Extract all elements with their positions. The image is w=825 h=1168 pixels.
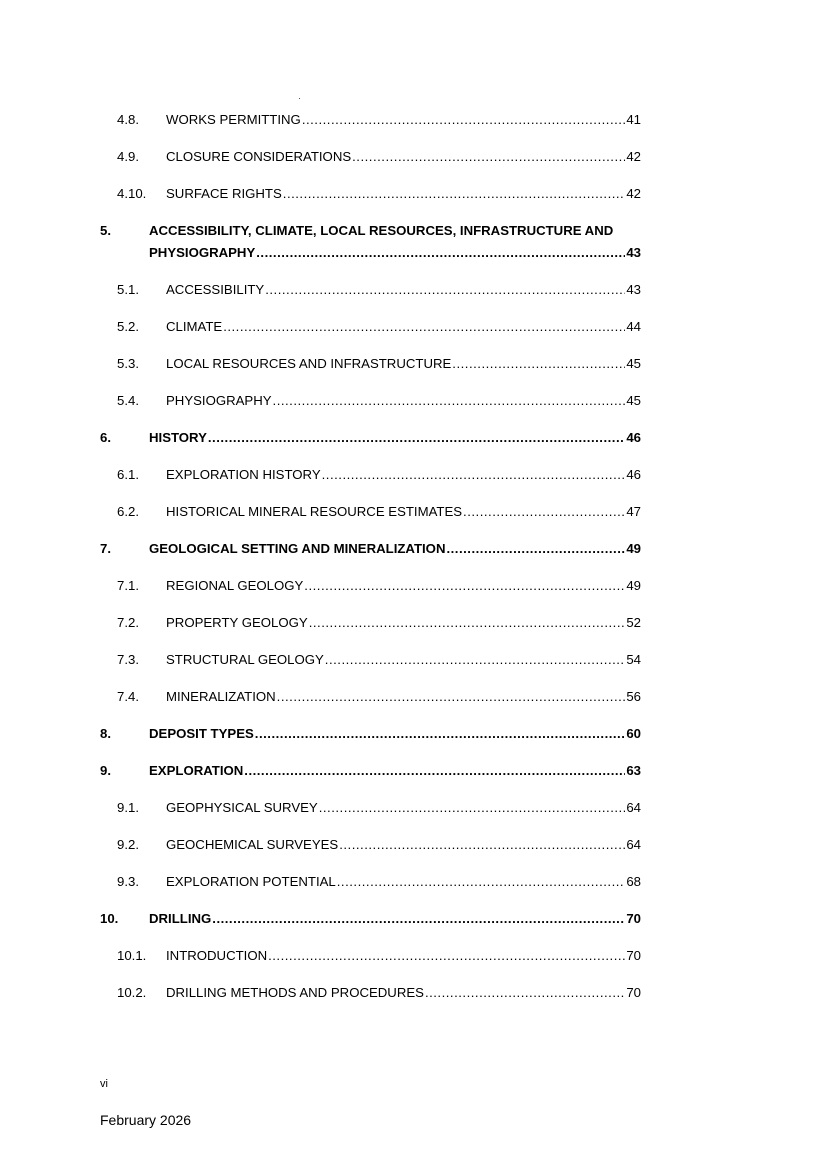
toc-leader-dots (463, 501, 625, 523)
toc-entry-number: 5.2. (117, 319, 139, 334)
toc-entry-number: 4.10. (117, 186, 147, 201)
toc-entry-title: WORKS PERMITTING (166, 112, 301, 127)
toc-entry-page: 43 (626, 282, 641, 297)
toc-leader-dots (309, 612, 626, 634)
toc-entry-page: 43 (626, 245, 641, 260)
toc-entry-title: EXPLORATION (149, 763, 244, 778)
toc-leader-dots (337, 871, 626, 893)
toc-entry-title: INTRODUCTION (166, 948, 268, 963)
table-of-contents (100, 109, 641, 1019)
toc-entry-title: MINERALIZATION (166, 689, 276, 704)
toc-entry-4-9[interactable] (100, 146, 641, 168)
toc-entry-page: 68 (626, 874, 641, 889)
toc-entry-page: 64 (626, 837, 641, 852)
toc-entry-6-1[interactable] (100, 464, 641, 486)
toc-entry-title: CLIMATE (166, 319, 223, 334)
toc-entry-title: PROPERTY GEOLOGY (166, 615, 308, 630)
toc-entry-title: ACCESSIBILITY (166, 282, 265, 297)
toc-entry-page: 49 (626, 541, 641, 556)
toc-entry-number: 5.3. (117, 356, 139, 371)
toc-entry-title: DRILLING (149, 911, 212, 926)
toc-entry-9-2[interactable] (100, 834, 641, 856)
toc-entry-number: 7.4. (117, 689, 139, 704)
toc-entry-number: 9.2. (117, 837, 139, 852)
toc-entry-page: 41 (626, 112, 641, 127)
toc-leader-dots (302, 109, 626, 131)
toc-entry-title: STRUCTURAL GEOLOGY (166, 652, 324, 667)
toc-entry-number: 8. (100, 726, 111, 741)
toc-leader-dots (322, 464, 626, 486)
toc-leader-dots (268, 945, 625, 967)
toc-entry-9-1[interactable] (100, 797, 641, 819)
toc-entry-title: HISTORICAL MINERAL RESOURCE ESTIMATES (166, 504, 463, 519)
toc-entry-page: 54 (626, 652, 641, 667)
toc-entry-5[interactable] (100, 220, 641, 264)
toc-entry-number: 4.8. (117, 112, 139, 127)
toc-leader-dots (325, 649, 626, 671)
toc-entry-number: 10.2. (117, 985, 147, 1000)
toc-entry-title: REGIONAL GEOLOGY (166, 578, 304, 593)
toc-leader-dots (277, 686, 626, 708)
toc-entry-page: 63 (626, 763, 641, 778)
toc-leader-dots (352, 146, 625, 168)
toc-entry-4-8[interactable] (100, 109, 641, 131)
toc-entry-page: 42 (626, 149, 641, 164)
toc-entry-page: 46 (626, 467, 641, 482)
toc-entry-page: 42 (626, 186, 641, 201)
toc-leader-dots (255, 723, 626, 745)
toc-entry-title: CLOSURE CONSIDERATIONS (166, 149, 352, 164)
toc-leader-dots (283, 183, 626, 205)
toc-entry-title: HISTORY (149, 430, 207, 445)
toc-entry-page: 70 (626, 948, 641, 963)
toc-leader-dots (425, 982, 625, 1004)
toc-entry-page: 56 (626, 689, 641, 704)
toc-entry-8[interactable] (100, 723, 641, 745)
toc-leader-dots (208, 427, 625, 449)
toc-entry-page: 64 (626, 800, 641, 815)
toc-entry-title: EXPLORATION HISTORY (166, 467, 321, 482)
toc-leader-dots (273, 390, 626, 412)
toc-entry-number: 9.3. (117, 874, 139, 889)
toc-entry-number: 5.1. (117, 282, 139, 297)
toc-entry-page: 46 (626, 430, 641, 445)
footer-date: February 2026 (100, 1112, 192, 1128)
toc-entry-6[interactable] (100, 427, 641, 449)
toc-entry-number: 5.4. (117, 393, 139, 408)
toc-leader-dots (319, 797, 626, 819)
toc-entry-number: 7.2. (117, 615, 139, 630)
toc-entry-title: GEOCHEMICAL SURVEYES (166, 837, 339, 852)
toc-entry-5-1[interactable] (100, 279, 641, 301)
toc-entry-number: 9.1. (117, 800, 139, 815)
toc-entry-title: PHYSIOGRAPHY (166, 393, 272, 408)
toc-entry-number: 9. (100, 763, 111, 778)
toc-leader-dots (244, 760, 625, 782)
toc-leader-dots (212, 908, 625, 930)
toc-entry-7-1[interactable] (100, 575, 641, 597)
toc-entry-number: 7. (100, 541, 111, 556)
toc-entry-5-2[interactable] (100, 316, 641, 338)
toc-entry-page: 49 (626, 578, 641, 593)
footer-page-number: vi (100, 1078, 108, 1090)
toc-entry-7-4[interactable] (100, 686, 641, 708)
toc-entry-4-10[interactable] (100, 183, 641, 205)
toc-entry-10-1[interactable] (100, 945, 641, 967)
toc-entry-title: SURFACE RIGHTS (166, 186, 282, 201)
toc-entry-number: 4.9. (117, 149, 139, 164)
toc-entry-title: GEOLOGICAL SETTING AND MINERALIZATION (149, 541, 446, 556)
toc-leader-dots (304, 575, 625, 597)
toc-entry-7-2[interactable] (100, 612, 641, 634)
toc-leader-dots (256, 242, 625, 264)
toc-entry-title: GEOPHYSICAL SURVEY (166, 800, 318, 815)
toc-entry-number: 6.2. (117, 504, 139, 519)
toc-entry-page: 52 (626, 615, 641, 630)
toc-entry-title: DEPOSIT TYPES (149, 726, 254, 741)
toc-leader-dots (265, 279, 625, 301)
toc-entry-title: PHYSIOGRAPHY (149, 245, 256, 260)
toc-leader-dots (446, 538, 625, 560)
toc-entry-5-4[interactable] (100, 390, 641, 412)
toc-entry-page: 47 (626, 504, 641, 519)
toc-entry-page: 45 (626, 356, 641, 371)
toc-entry-page: 70 (626, 985, 641, 1000)
toc-entry-number: 7.1. (117, 578, 139, 593)
toc-entry-page: 44 (626, 319, 641, 334)
toc-entry-page: 60 (626, 726, 641, 741)
toc-entry-7[interactable] (100, 538, 641, 560)
toc-entry-title: EXPLORATION POTENTIAL (166, 874, 336, 889)
toc-entry-7-3[interactable] (100, 649, 641, 671)
toc-entry-page: 70 (626, 911, 641, 926)
toc-entry-number: 6.1. (117, 467, 139, 482)
toc-entry-number: 6. (100, 430, 111, 445)
toc-entry-6-2[interactable] (100, 501, 641, 523)
toc-entry-number: 10. (100, 911, 119, 926)
toc-entry-title: LOCAL RESOURCES AND INFRASTRUCTURE (166, 356, 452, 371)
toc-entry-9-3[interactable] (100, 871, 641, 893)
page-speck (299, 98, 300, 99)
toc-leader-dots (223, 316, 625, 338)
toc-leader-dots (339, 834, 625, 856)
toc-entry-number: 10.1. (117, 948, 147, 963)
toc-entry-10[interactable] (100, 908, 641, 930)
toc-entry-title: DRILLING METHODS AND PROCEDURES (166, 985, 424, 1000)
toc-entry-page: 45 (626, 393, 641, 408)
toc-entry-5-3[interactable] (100, 353, 641, 375)
toc-leader-dots (452, 353, 625, 375)
toc-entry-9[interactable] (100, 760, 641, 782)
toc-entry-title-line1: ACCESSIBILITY, CLIMATE, LOCAL RESOURCES, INFRASTRUCTURE AND (149, 223, 614, 238)
toc-entry-number: 5. (100, 223, 111, 238)
toc-entry-10-2[interactable] (100, 982, 641, 1004)
toc-entry-number: 7.3. (117, 652, 139, 667)
